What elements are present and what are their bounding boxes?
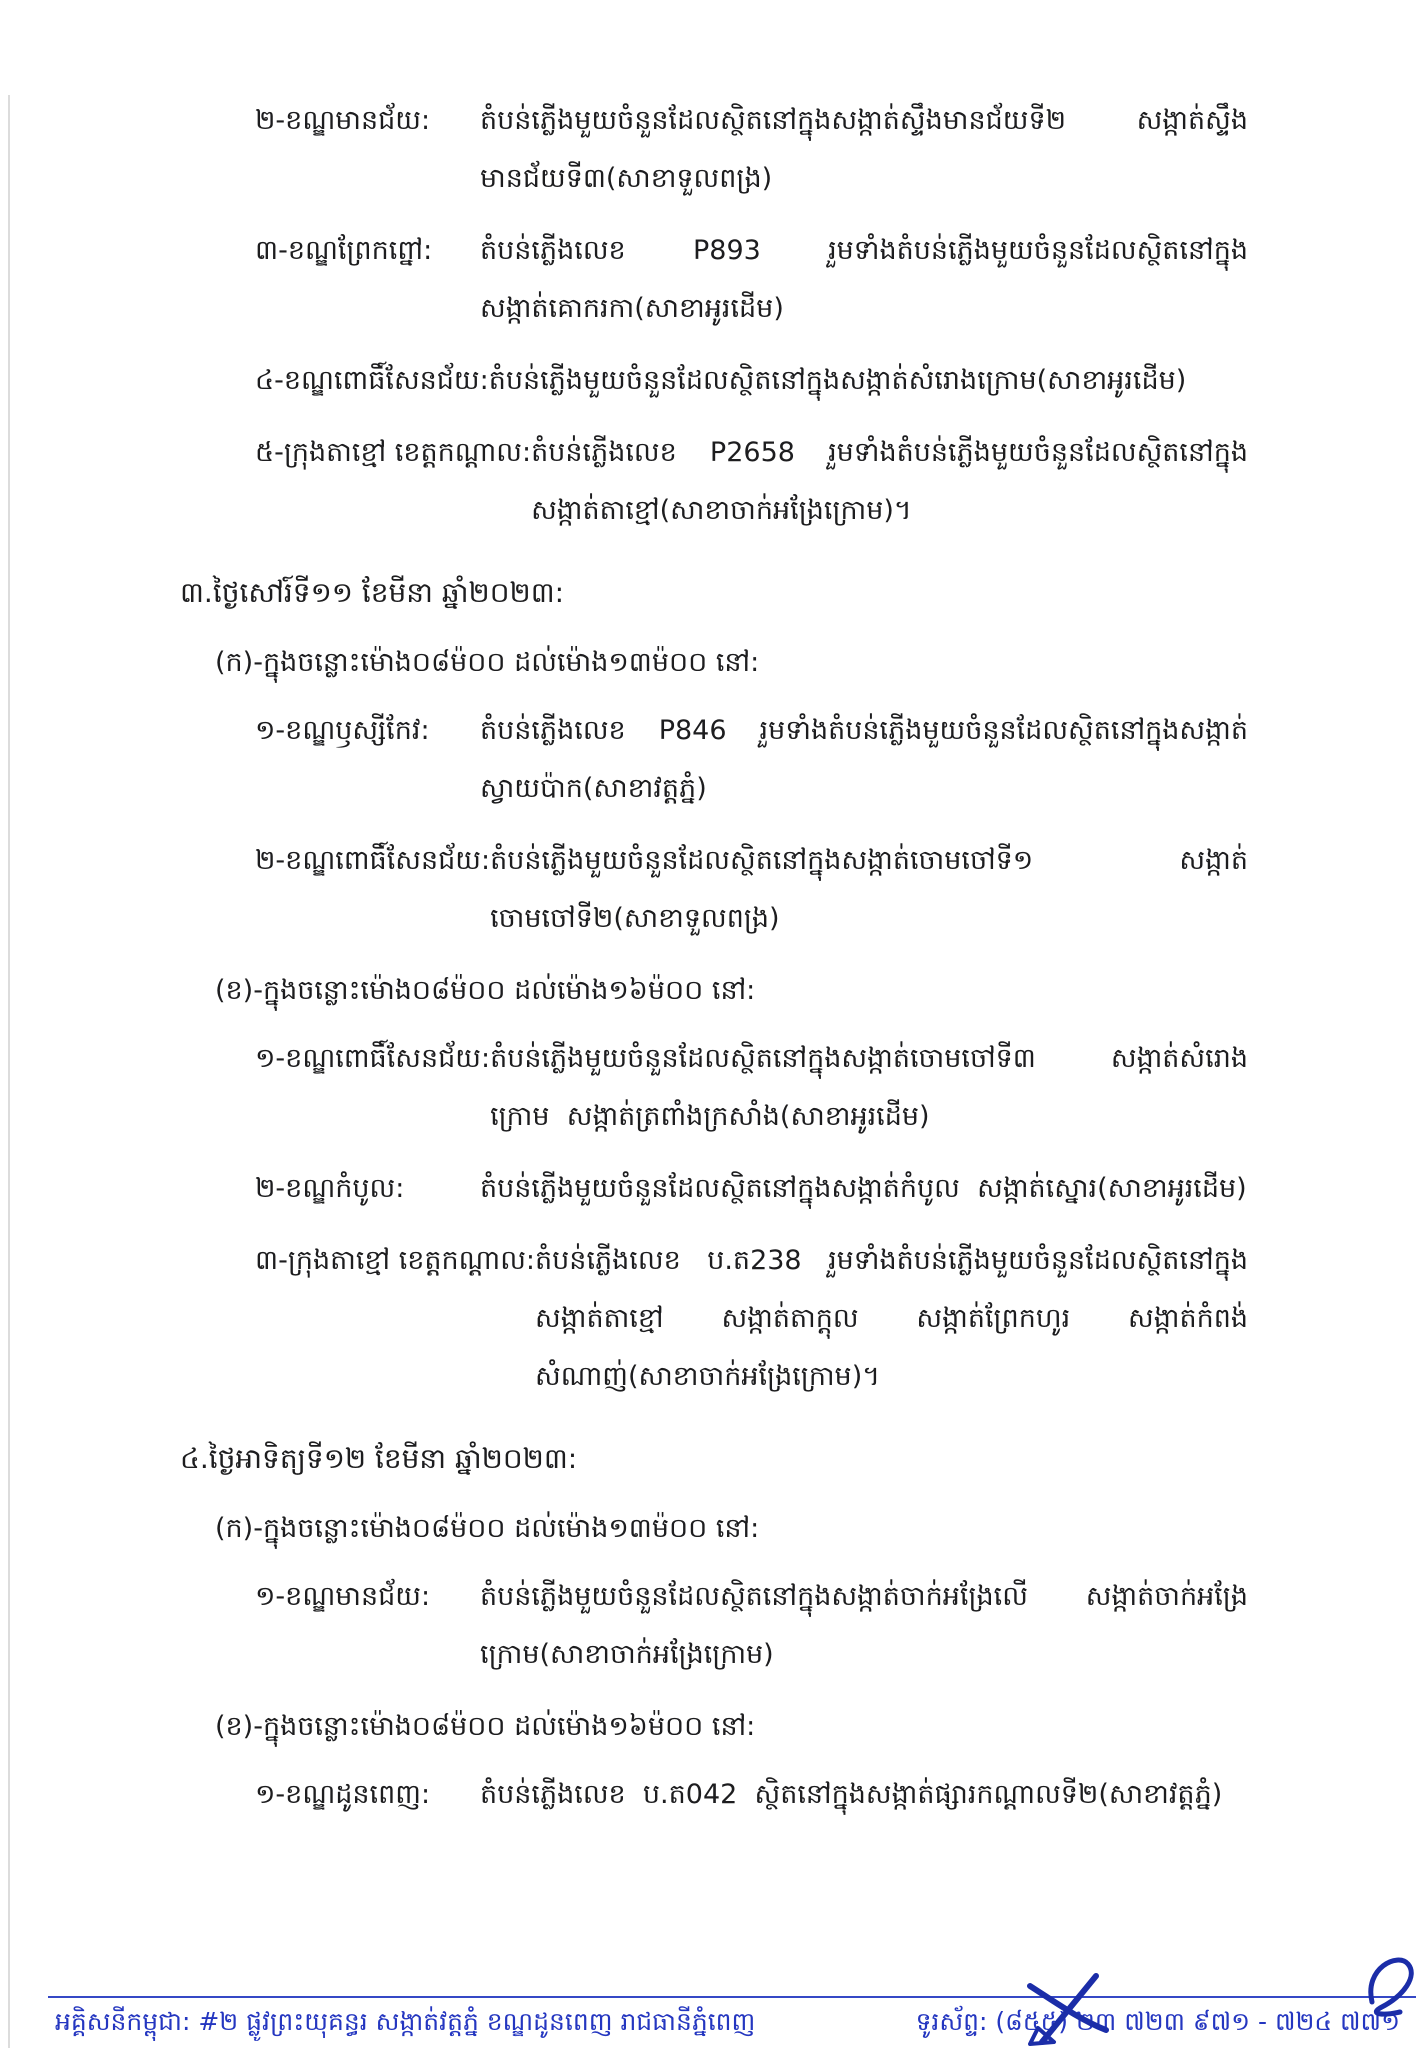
district-label: ៣-ខណ្ឌព្រែកព្នៅ:: [255, 235, 433, 266]
section-title-day4: ៤.ថ្ងៃអាទិត្យទី១២ ខែមីនា ឆ្នាំ២០២៣:: [180, 1442, 578, 1475]
district-description: តំបន់ភ្លើងមួយចំនួនដែលស្ថិតនៅក្នុងសង្កាត់កំបូល សង្កាត់ស្នោរ(សាខាអូរដើម): [480, 1173, 1247, 1204]
time-block-heading: (ខ)-ក្នុងចន្លោះម៉ោង០៨ម៉០០ ដល់ម៉ោង១៦ម៉០០ នៅ:: [215, 1711, 756, 1742]
district-label: ១-ខណ្ឌមានជ័យ:: [255, 1581, 431, 1612]
district-label: ២-ខណ្ឌកំបូល:: [255, 1173, 405, 1204]
district-label: ៥-ក្រុងតាខ្មៅ ខេត្តកណ្តាល:: [255, 437, 532, 468]
district-label: ១-ខណ្ឌឫស្សីកែវ:: [255, 715, 430, 746]
footer-phone: ទូរស័ព្ទ: (៨៥៥) ២៣ ៧២៣ ៩៧១ - ៧២៤ ៧៧១: [915, 2007, 1400, 2036]
district-description: តំបន់ភ្លើងមួយចំនួនដែលស្ថិតនៅក្នុងសង្កាត់ចោមចៅទី៣ សង្កាត់សំរោងក្រោម សង្កាត់ត្រពាំងក្រសាំង(សាខាអូរដើម): [490, 1043, 1248, 1132]
district-label: ១-ខណ្ឌដូនពេញ:: [255, 1779, 431, 1810]
district-row: [180, 1568, 1248, 1684]
district-label: ២-ខណ្ឌពោធិ៍សែនជ័យ:: [255, 845, 491, 876]
district-description: តំបន់ភ្លើងមួយចំនួនដែលស្ថិតនៅក្នុងសង្កាត់ចាក់អង្រែលើ សង្កាត់ចាក់អង្រែក្រោម(សាខាចាក់អង្រែក្រោម): [480, 1581, 1248, 1670]
district-row: [180, 222, 1248, 338]
district-description: តំបន់ភ្លើងលេខ ប.ត238 រួមទាំងតំបន់ភ្លើងមួយចំនួនដែលស្ថិតនៅក្នុងសង្កាត់តាខ្មៅ សង្កាត់តាក្តុល សង្កាត់ព្រែកហូរ សង្កាត់កំពង់សំណាញ់(សាខាចាក់អង្រែក្រោម)។: [535, 1245, 1248, 1392]
district-row: [180, 832, 1248, 948]
district-label: ៤-ខណ្ឌពោធិ៍សែនជ័យ:: [255, 365, 489, 396]
district-label: ៣-ក្រុងតាខ្មៅ ខេត្តកណ្តាល:: [255, 1245, 536, 1276]
handwritten-loop-icon: [1362, 1950, 1424, 2028]
district-row: [180, 1030, 1248, 1146]
time-block-heading: (ខ)-ក្នុងចន្លោះម៉ោង០៨ម៉០០ ដល់ម៉ោង១៦ម៉០០ នៅ:: [215, 975, 756, 1006]
district-row: [180, 1766, 1248, 1824]
district-row: [180, 92, 1248, 208]
district-row: [180, 352, 1248, 410]
district-row: [180, 424, 1248, 540]
district-row: [180, 1232, 1248, 1406]
time-block-heading: (ក)-ក្នុងចន្លោះម៉ោង០៨ម៉០០ ដល់ម៉ោង១៣ម៉០០ នៅ:: [215, 1513, 760, 1544]
footer-address: អគ្គិសនីកម្ពុជា: #២ ផ្លូវព្រះយុគន្ធរ សង្កាត់វត្តភ្នំ ខណ្ឌដូនពេញ រាជធានីភ្នំពេញ: [55, 2007, 756, 2036]
document-body: [180, 92, 1248, 1838]
district-label: ២-ខណ្ឌមានជ័យ:: [255, 105, 431, 136]
handwritten-check-mark-icon: [1022, 1972, 1114, 2048]
district-description: តំបន់ភ្លើងមួយចំនួនដែលស្ថិតនៅក្នុងសង្កាត់ស្ទឹងមានជ័យទី២ សង្កាត់ស្ទឹងមានជ័យទី៣(សាខាទួលពង្រ): [480, 105, 1248, 194]
time-block-heading: (ក)-ក្នុងចន្លោះម៉ោង០៨ម៉០០ ដល់ម៉ោង១៣ម៉០០ នៅ:: [215, 647, 760, 678]
district-label: ១-ខណ្ឌពោធិ៍សែនជ័យ:: [255, 1043, 491, 1074]
district-description: តំបន់ភ្លើងលេខ P846 រួមទាំងតំបន់ភ្លើងមួយចំនួនដែលស្ថិតនៅក្នុងសង្កាត់ស្វាយប៉ាក(សាខាវត្តភ្នំ): [480, 715, 1248, 804]
scan-edge-line: [8, 95, 10, 2048]
district-row: [180, 702, 1248, 818]
district-description: តំបន់ភ្លើងមួយចំនួនដែលស្ថិតនៅក្នុងសង្កាត់សំរោងក្រោម(សាខាអូរដើម): [488, 365, 1187, 396]
district-description: តំបន់ភ្លើងលេខ P893 រួមទាំងតំបន់ភ្លើងមួយចំនួនដែលស្ថិតនៅក្នុងសង្កាត់គោករកា(សាខាអូរដើម): [480, 235, 1248, 324]
district-description: តំបន់ភ្លើងលេខ P2658 រួមទាំងតំបន់ភ្លើងមួយចំនួនដែលស្ថិតនៅក្នុងសង្កាត់តាខ្មៅ(សាខាចាក់អង្រែក្រោម)។: [531, 437, 1248, 526]
district-list-continuation: [180, 92, 1248, 540]
footer-divider: [48, 1996, 1416, 1998]
district-description: តំបន់ភ្លើងមួយចំនួនដែលស្ថិតនៅក្នុងសង្កាត់ចោមចៅទី១ សង្កាត់ចោមចៅទី២(សាខាទួលពង្រ): [490, 845, 1248, 934]
district-row: [180, 1160, 1248, 1218]
section-title-day3: ៣.ថ្ងៃសៅរ៍ទី១១ ខែមីនា ឆ្នាំ២០២៣:: [180, 576, 565, 609]
district-description: តំបន់ភ្លើងលេខ ប.ត042 ស្ថិតនៅក្នុងសង្កាត់ផ្សារកណ្តាលទី២(សាខាវត្តភ្នំ): [480, 1779, 1223, 1810]
